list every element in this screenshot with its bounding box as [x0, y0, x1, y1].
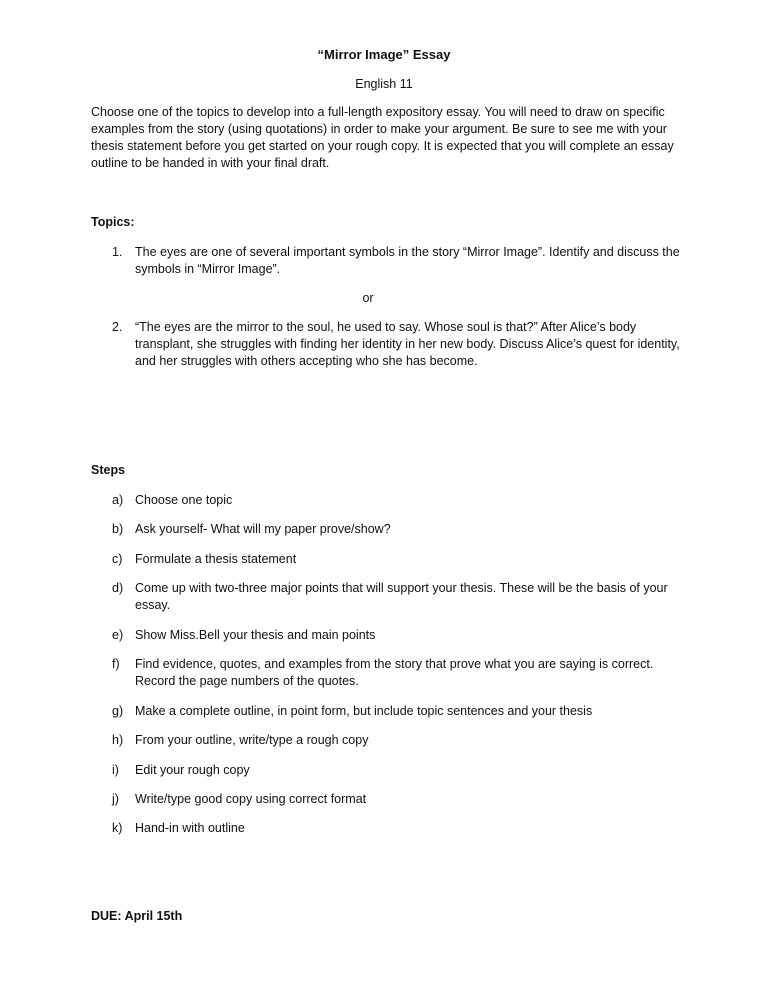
- course-subtitle: English 11: [355, 77, 413, 91]
- step-letter: f): [112, 657, 120, 671]
- step-text: Choose one topic: [135, 493, 233, 507]
- due-date: DUE: April 15th: [91, 909, 183, 923]
- or-separator: or: [362, 291, 374, 305]
- step-letter: a): [112, 493, 124, 507]
- step-text: Write/type good copy using correct format: [135, 792, 367, 806]
- step-text: Ask yourself- What will my paper prove/show?: [135, 522, 391, 536]
- step-text: From your outline, write/type a rough copy: [135, 733, 369, 747]
- step-text: Make a complete outline, in point form, but include topic sentences and your thesis: [135, 704, 593, 718]
- step-letter: e): [112, 628, 124, 642]
- step-text: Formulate a thesis statement: [135, 552, 297, 566]
- intro-paragraph: Choose one of the topics to develop into a full-length expository essay. You will need to draw on specific examples from the story (using quotations) in order to make your argument. Be sure to see me with your thesis statement before you get started on your rough copy. It is expected that you will complete an essay outline to be handed in with your final draft.: [91, 105, 674, 170]
- step-text: Find evidence, quotes, and examples from the story that prove what you are saying is correct. Record the page numbers of the quotes.: [135, 657, 654, 688]
- topics-heading: Topics:: [91, 215, 135, 229]
- step-text: Show Miss.Bell your thesis and main points: [135, 628, 376, 642]
- step-letter: j): [112, 792, 119, 806]
- step-text: Come up with two-three major points that will support your thesis. These will be the basis of your essay.: [135, 581, 668, 612]
- steps-heading: Steps: [91, 463, 126, 477]
- topic-number: 1.: [112, 245, 123, 259]
- step-letter: d): [112, 581, 124, 595]
- step-letter: b): [112, 522, 124, 536]
- step-letter: i): [112, 763, 119, 777]
- step-letter: k): [112, 821, 123, 835]
- step-text: Hand-in with outline: [135, 821, 245, 835]
- topic-number: 2.: [112, 320, 123, 334]
- step-letter: c): [112, 552, 123, 566]
- step-text: Edit your rough copy: [135, 763, 250, 777]
- step-letter: h): [112, 733, 124, 747]
- document-title: “Mirror Image” Essay: [317, 47, 451, 62]
- topic-text: The eyes are one of several important symbols in the story “Mirror Image”. Identify and discuss the symbols in “Mirror Image”.: [135, 245, 680, 276]
- topic-text: “The eyes are the mirror to the soul, he used to say. Whose soul is that?” After Alice’s body transplant, she struggles with finding her identity in her new body. Discuss Alice’s quest for identity, and her struggles with others accepting who she has become.: [135, 320, 680, 368]
- step-letter: g): [112, 704, 124, 718]
